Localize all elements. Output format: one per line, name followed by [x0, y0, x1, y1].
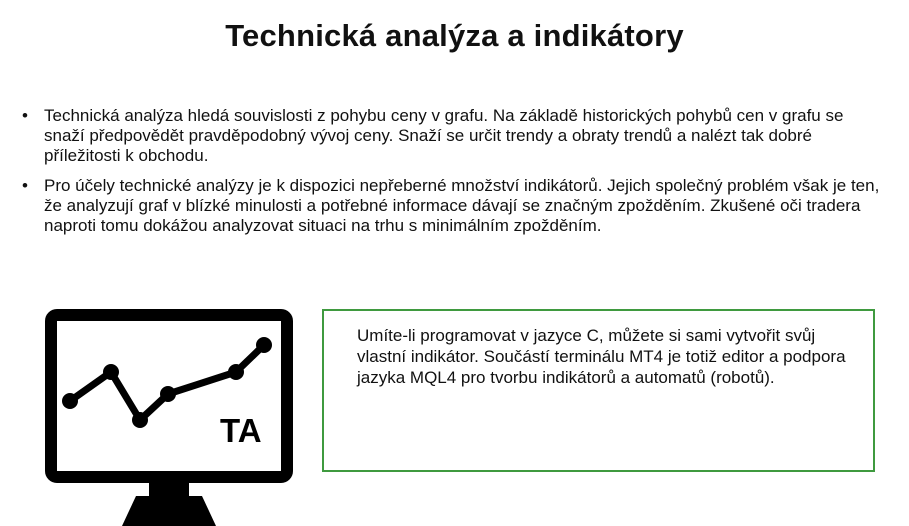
bullet-marker: •: [22, 176, 28, 195]
bullet-list: [18, 106, 888, 246]
monitor-label: TA: [220, 412, 262, 449]
monitor-chart-icon: [44, 308, 294, 526]
bullet-text: Pro účely technické analýzy je k dispozici nepřeberné množství indikátorů. Jejich společný problém však je ten, že analyzují graf v blízké minulosti a potřebné informace dávají se značným zpožděním. Zkušené oči tradera naproti tomu dokážou analyzovat situaci na trhu s minimálním zpožděním.: [44, 176, 880, 235]
chart-point: [256, 337, 272, 353]
chart-point: [103, 364, 119, 380]
info-box: [322, 309, 875, 472]
chart-point: [228, 364, 244, 380]
chart-point: [62, 393, 78, 409]
bullet-item: [18, 106, 888, 166]
bullet-text: Technická analýza hledá souvislosti z pohybu ceny v grafu. Na základě historických pohybů cen v grafu se snaží předpovědět pravděpodobný vývoj ceny. Snaží se určit trendy a obraty trendů a nalézt tak dobré příležitosti k obchodu.: [44, 106, 844, 165]
bullet-item: [18, 176, 888, 236]
monitor-base: [122, 496, 216, 526]
bullet-marker: •: [22, 106, 28, 125]
info-box-text: Umíte-li programovat v jazyce C, můžete si sami vytvořit svůj vlastní indikátor. Součástí terminálu MT4 je totiž editor a podpora jazyka MQL4 pro tvorbu indikátorů a automatů (robotů).: [357, 326, 846, 387]
monitor-chart-graphic: [44, 308, 294, 526]
chart-point: [132, 412, 148, 428]
slide-title: Technická analýza a indikátory: [225, 18, 684, 53]
chart-point: [160, 386, 176, 402]
